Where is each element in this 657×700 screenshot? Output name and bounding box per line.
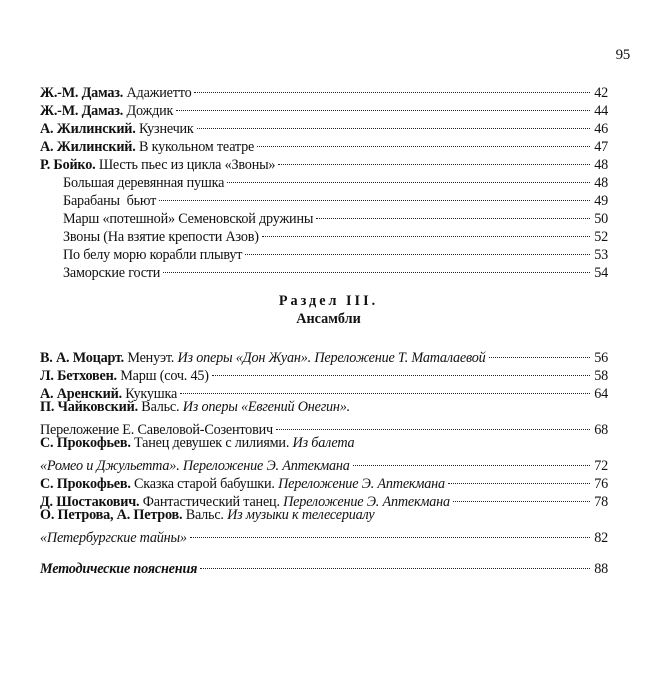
- entry-page: 47: [594, 139, 608, 155]
- entry-page: 64: [594, 386, 608, 402]
- dot-leader: [227, 169, 590, 187]
- entry-author: С. Прокофьев.: [40, 476, 131, 492]
- entry-page: 82: [594, 530, 608, 546]
- entry-title: Переложение Е. Савеловой-Созентович: [40, 422, 273, 438]
- dot-leader: [353, 452, 590, 470]
- dot-leader: [278, 151, 590, 169]
- entry-page: 72: [594, 458, 608, 474]
- dot-leader: [159, 187, 590, 205]
- dot-leader: [163, 259, 590, 277]
- entry-page: 56: [594, 350, 608, 366]
- toc-part-2: [40, 344, 608, 546]
- entry-author: Л. Бетховен.: [40, 368, 117, 384]
- entry-title: В кукольном театре: [135, 139, 255, 155]
- dot-leader: [276, 416, 590, 434]
- entry-note: «Ромео и Джульетта». Переложение Э. Аптекмана: [40, 458, 350, 474]
- subentry-title: Большая деревянная пушка: [63, 175, 225, 191]
- dot-leader: [316, 205, 590, 223]
- entry-title: Дождик: [123, 103, 174, 119]
- toc-entry-continuation[interactable]: [40, 452, 608, 474]
- dot-leader: [489, 344, 590, 362]
- subentry-title: Марш «потешной» Семеновской дружины: [63, 211, 314, 227]
- appendix-page: 88: [594, 561, 608, 577]
- section-heading: [0, 292, 657, 328]
- toc-entry-appendix[interactable]: [40, 555, 608, 577]
- entry-page: 48: [594, 157, 608, 173]
- entry-title: Адажиетто: [123, 85, 192, 101]
- toc-entry[interactable]: [40, 434, 608, 452]
- entry-author: Ж.-М. Дамаз.: [40, 103, 124, 119]
- entry-title: Шесть пьес из цикла «Звоны»: [95, 157, 276, 173]
- entry-author: А. Жилинский.: [40, 121, 136, 137]
- entry-note: Из балета: [292, 435, 355, 451]
- entry-note: Из оперы «Евгений Онегин».: [182, 399, 351, 415]
- entry-author: П. Чайковский.: [40, 399, 138, 415]
- subentry-page: 50: [594, 211, 608, 227]
- toc-part-1: [40, 79, 608, 281]
- entry-title: Кукушка: [121, 386, 178, 402]
- entry-note: Переложение Э. Аптекмана: [283, 494, 450, 510]
- dot-leader: [190, 524, 590, 542]
- entry-note: Из оперы «Дон Жуан». Переложение Т. Маталаевой: [177, 350, 486, 366]
- subentry-page: 48: [594, 175, 608, 191]
- appendix-title: Методические пояснения: [40, 561, 198, 577]
- entry-page: 68: [594, 422, 608, 438]
- toc-entry-continuation[interactable]: [40, 416, 608, 438]
- entry-title: Сказка старой бабушки.: [130, 476, 279, 492]
- subentry-page: 53: [594, 247, 608, 263]
- entry-author: А. Жилинский.: [40, 139, 136, 155]
- entry-title: Танец девушек с лилиями.: [130, 435, 293, 451]
- entry-note: «Петербургские тайны»: [40, 530, 187, 546]
- dot-leader: [257, 133, 590, 151]
- entry-author: В. А. Моцарт.: [40, 350, 125, 366]
- dot-leader: [200, 555, 590, 573]
- entry-title: Марш (соч. 45): [116, 368, 209, 384]
- dot-leader: [262, 223, 590, 241]
- entry-author: А. Аренский.: [40, 386, 122, 402]
- entry-author: Д. Шостакович.: [40, 494, 140, 510]
- dot-leader: [197, 115, 590, 133]
- subentry-title: Звоны (На взятие крепости Азов): [63, 229, 259, 245]
- entry-title: Кузнечик: [135, 121, 194, 137]
- subentry-page: 54: [594, 265, 608, 281]
- entry-page: 44: [594, 103, 608, 119]
- dot-leader: [448, 470, 590, 488]
- entry-page: 42: [594, 85, 608, 101]
- subentry-title: По белу морю корабли плывут: [63, 247, 243, 263]
- subentry-page: 49: [594, 193, 608, 209]
- dot-leader: [176, 97, 590, 115]
- toc-entry-continuation[interactable]: [40, 524, 608, 546]
- entry-author: О. Петрова, А. Петров.: [40, 507, 183, 523]
- entry-note: Из музыки к телесериалу: [227, 507, 375, 523]
- entry-page: 78: [594, 494, 608, 510]
- page-number: 95: [615, 47, 630, 63]
- entry-author: Ж.-М. Дамаз.: [40, 85, 124, 101]
- dot-leader: [212, 362, 590, 380]
- subentry-title: Барабаны бьют: [63, 193, 157, 209]
- dot-leader: [194, 79, 590, 97]
- dot-leader: [453, 488, 590, 506]
- toc-entry[interactable]: [40, 344, 608, 366]
- toc-entry[interactable]: [40, 506, 608, 524]
- toc-entry[interactable]: [40, 398, 608, 416]
- entry-title: Вальс.: [137, 399, 183, 415]
- subentry-title: Заморские гости: [63, 265, 161, 281]
- entry-author: С. Прокофьев.: [40, 435, 131, 451]
- entry-note: Переложение Э. Аптекмана: [278, 476, 445, 492]
- entry-page: 46: [594, 121, 608, 137]
- entry-title: Вальс.: [182, 507, 228, 523]
- dot-leader: [245, 241, 590, 259]
- entry-author: Р. Бойко.: [40, 157, 96, 173]
- subentry-page: 52: [594, 229, 608, 245]
- entry-title: Фантастический танец.: [139, 494, 284, 510]
- entry-title: Менуэт.: [124, 350, 178, 366]
- dot-leader: [180, 380, 590, 398]
- toc-entry[interactable]: [40, 79, 608, 101]
- toc-appendix: [40, 555, 608, 577]
- section-title: Ансамбли: [296, 311, 361, 327]
- section-label: Раздел III.: [278, 293, 379, 309]
- entry-page: 76: [594, 476, 608, 492]
- entry-page: 58: [594, 368, 608, 384]
